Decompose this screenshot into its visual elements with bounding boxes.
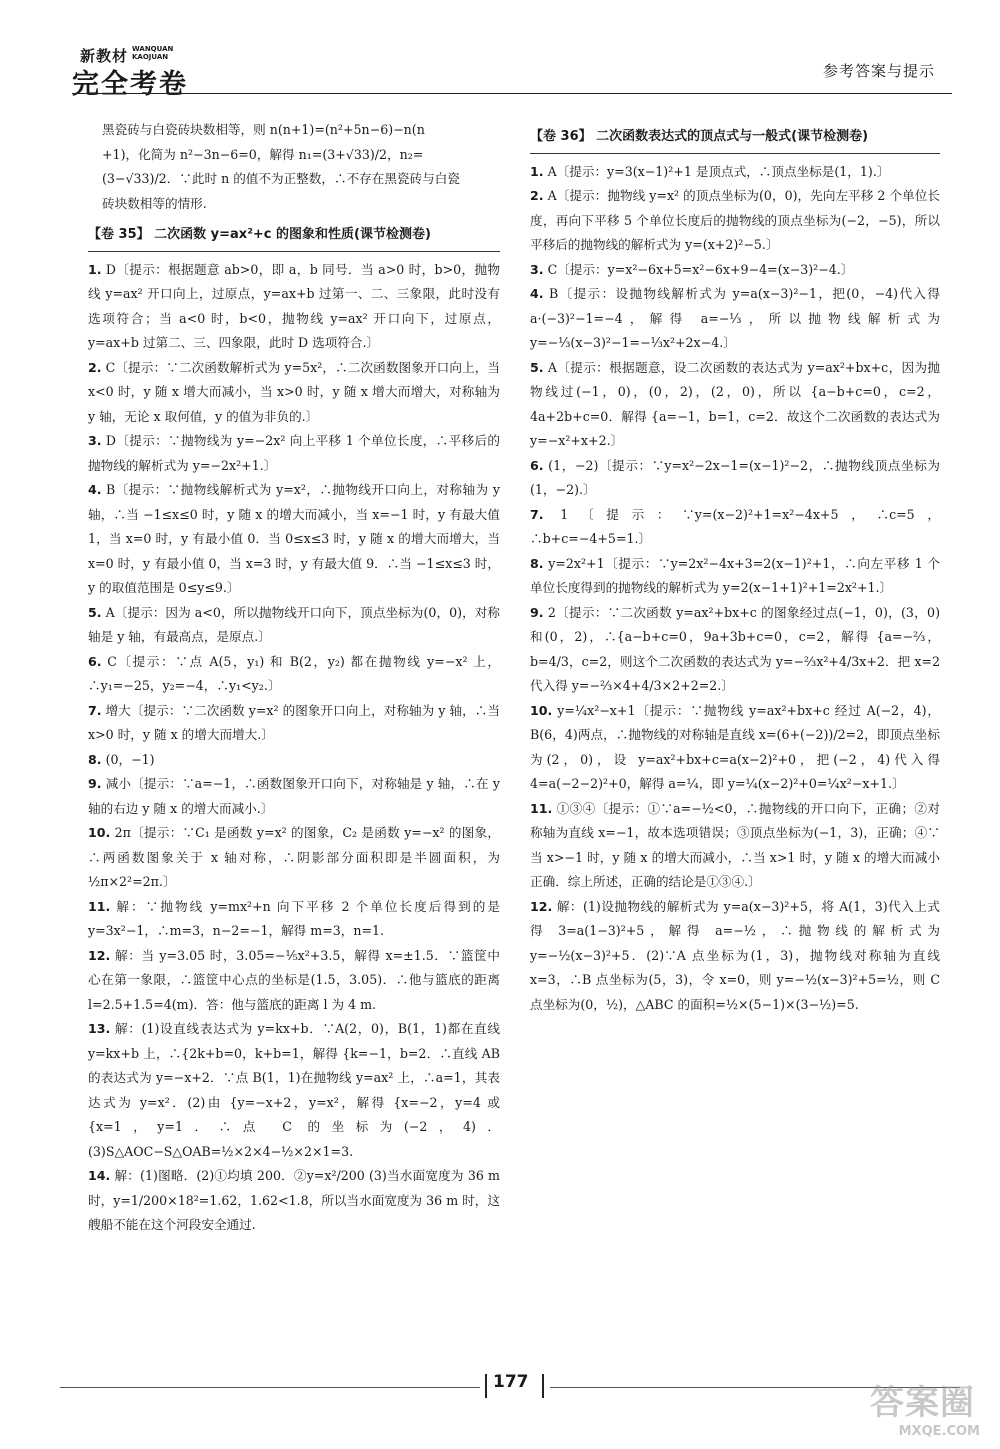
answer-text: 减小〔提示：∵a=−1，∴函数图象开口向下，对称轴是 y 轴，∴在 y 轴的右边 y 随 x 的增大而减小.〕 [88,776,500,816]
answer-item [530,895,940,1018]
answer-text: D〔提示：∵抛物线为 y=−2x² 向上平移 1 个单位长度，∴平移后的抛物线的解析式为 y=−2x²+1.〕 [88,433,500,473]
answer-item [530,699,940,797]
answer-number: 9. [88,776,102,791]
answer-number: 1. [530,163,544,179]
answer-number: 5. [530,359,544,375]
answer-text: ①③④〔提示：①∵a=−½<0，∴抛物线的开口向下，正确；②对称轴为直线 x=−1，故本选项错误；③顶点坐标为(−1，3)，正确；④∵当 x>−1 时，y 随 x 的增大而减小，∴当 x>1 时，y 随 x 的增大而减小正确．综上所述，正确的结论是①③④.〕 [530,800,940,889]
answer-item [530,258,940,283]
answer-item [88,1017,500,1164]
answer-number: 12. [88,947,111,963]
answer-text: y=¼x²−x+1〔提示：∵抛物线 y=ax²+bx+c 经过 A(−2，4)，B(6，4)两点，∴抛物线的对称轴是直线 x=(6+(−2))/2=2，即顶点坐标为(2，0)，设 y=ax²+bx+c=a(x−2)²+0，把(−2，4)代入得 4=a(−2−2)²+0，解得 a=¼，即 y=¼(x−2)²+0=¼x²−x+1.〕 [530,702,940,791]
answer-number: 10. [530,702,553,718]
answer-text: 解：当 y=3.05 时，3.05=−⅕x²+3.5，解得 x=±1.5．∵篮筐中心在第一象限，∴篮筐中心点的坐标是(1.5，3.05)．∴他与篮底的距离 l=2.5+1.5=4(m)．答：他与篮底的距离 l 为 4 m. [88,947,500,1012]
section-title-35: 【卷 35】 二次函数 y=ax²+c 的图象和性质(课节检测卷) [88,220,500,252]
answer-list-35 [88,258,500,1238]
answer-text: A〔提示：根据题意，设二次函数的表达式为 y=ax²+bx+c，因为抛物线过(−1，0)，(0，2)，(2，0)，所以 {a−b+c=0，c=2，4a+2b+c=0．解得 {a=−1，b=1，c=2．故这个二次函数的表达式为 y=−x²+x+2.〕 [530,359,940,448]
answer-text: A〔提示：抛物线 y=x² 的顶点坐标为(0，0)，先向左平移 2 个单位长度，再向下平移 5 个单位长度后的抛物线的顶点坐标为(−2，−5)，所以平移后的抛物线的解析式为 y=(x+2)²−5.〕 [530,188,940,252]
answer-number: 3. [88,433,102,448]
answer-text: 2π〔提示：∵C₁ 是函数 y=x² 的图象，C₂ 是函数 y=−x² 的图象，∴两函数图象关于 x 轴对称，∴阴影部分面积即是半圆面积，为 ½π×2²=2π.〕 [88,825,500,889]
footer-rule-left [60,1387,480,1388]
answer-number: 4. [88,482,102,497]
page-header [0,0,1000,100]
answer-item [530,454,940,503]
answer-text: (0，−1) [105,751,155,767]
answer-item [530,503,940,552]
answer-number: 8. [88,751,102,767]
answer-item [88,944,500,1018]
answer-number: 9. [530,604,544,620]
header-section-title: 参考答案与提示 [822,62,935,80]
answer-number: 5. [88,604,102,620]
answer-number: 2. [88,359,102,375]
answer-item [530,552,940,601]
answer-number: 13. [88,1021,111,1036]
answer-text: A〔提示：因为 a<0，所以抛物线开口向下，顶点坐标为(0，0)，对称轴是 y 轴，有最高点，是原点.〕 [88,604,500,644]
answer-number: 7. [530,506,544,522]
answer-number: 11. [530,800,553,816]
answer-text: 解：(1)设抛物线的解析式为 y=a(x−3)²+5，将 A(1，3)代入上式得 3=a(1−3)²+5，解得 a=−½，∴抛物线的解析式为 y=−½(x−3)²+5．(2)∵A 点坐标为(1，3)，抛物线对称轴为直线 x=3，∴B 点坐标为(5，3)，令 x=0，则 y=−½(x−3)²+5=½，则 C 点坐标为(0，½)，△ABC 的面积=½×(5−1)×(3−½)=5. [530,898,940,1012]
answer-text: 解：(1)图略．(2)①均填 200．②y=x²/200 (3)当水面宽度为 36 m 时，y=1/200×18²=1.62，1.62<1.8，所以当水面宽度为 36 m 时，这艘船不能在这个河段安全通过. [88,1168,500,1232]
page-footer [60,1372,960,1402]
answer-text: 2〔提示：∵二次函数 y=ax²+bx+c 的图象经过点(−1，0)，(3，0)和(0，2)，∴{a−b+c=0，9a+3b+c=0，c=2，解得 {a=−⅔，b=4/3，c=2，则这个二次函数的表达式为 y=−⅔x²+4/3x+2．把 x=2 代入得 y=−⅔×4+4/3×2+2=2.〕 [530,604,940,693]
answer-item [88,478,500,601]
answer-item [88,748,500,773]
answer-item [88,601,500,650]
answer-item [88,258,500,356]
header-divider [72,93,952,94]
answer-item [88,1164,500,1238]
answer-number: 4. [530,286,544,301]
watermark-logo-text: 答案圈 [870,1383,975,1423]
left-column [88,118,500,1238]
watermark-url: MXQE.COM [898,1424,980,1439]
intro-line: 黑瓷砖与白瓷砖块数相等，则 n(n+1)=(n²+5n−6)−n(n [102,122,425,137]
answer-item [530,601,940,699]
answer-item [530,797,940,895]
answer-text: C〔提示：y=x²−6x+5=x²−6x+9−4=(x−3)²−4.〕 [547,261,854,277]
answer-text: (1，−2)〔提示：∵y=x²−2x−1=(x−1)²−2，∴抛物线顶点坐标为(1，−2).〕 [530,457,940,497]
answer-number: 11. [88,898,111,914]
answer-text: y=2x²+1〔提示：∵y=2x²−4x+3=2(x−1)²+1，∴向左平移 1 个单位长度得到的抛物线的解析式为 y=2(x−1+1)²+1=2x²+1.〕 [530,555,940,595]
answer-text: B〔提示：∵抛物线解析式为 y=x²，∴抛物线开口向上，对称轴为 y 轴，∴当 −1≤x≤0 时，y 随 x 的增大而减小，当 x=−1 时，y 有最大值 1，当 x=0 时，y 有最小值 0．当 0≤x≤3 时，y 随 x 的增大而增大，当 x=0 时，y 有最小值 0，当 x=3 时，y 有最大值 9．∴当 −1≤x≤3 时，y 的取值范围是 0≤y≤9.〕 [88,482,500,595]
intro-line: 砖块数相等的情形. [102,195,207,211]
answer-text: 解：(1)设直线表达式为 y=kx+b．∵A(2，0)，B(1，1)都在直线 y=kx+b 上，∴{2k+b=0，k+b=1，解得 {k=−1，b=2．∴直线 AB 的表达式为 y=−x+2．∵点 B(1，1)在抛物线 y=ax² 上，∴a=1，其表达式为 y=x²．(2)由 {y=−x+2，y=x²，解得 {x=−2，y=4 或 {x=1，y=1．∴点 C 的坐标为(−2，4)．(3)S△AOC−S△OAB=½×2×4−½×2×1=3. [88,1021,500,1159]
footer-bar-left [485,1374,487,1398]
footer-bar-right [542,1374,544,1398]
answer-number: 7. [88,702,102,718]
answer-number: 1. [88,261,102,277]
answer-text: D〔提示：根据题意 ab>0，即 a，b 同号．当 a>0 时，b>0，抛物线 y=ax² 开口向上，过原点，y=ax+b 过第一、二、三象限，此时没有选项符合；当 a<0 时，b<0，抛物线 y=ax² 开口向下，过原点，y=ax+b 过第二、三、四象限，此时 D 选项符合.〕 [88,261,500,350]
answer-number: 12. [530,898,553,914]
answer-item [88,650,500,699]
answer-number: 14. [88,1168,111,1183]
answer-number: 2. [530,188,544,203]
answer-text: A〔提示：y=3(x−1)²+1 是顶点式，∴顶点坐标是(1，1).〕 [547,163,890,179]
answer-text: 增大〔提示：∵二次函数 y=x² 的图象开口向上，对称轴为 y 轴，∴当 x>0 时，y 随 x 的增大而增大.〕 [88,702,500,742]
intro-line: (3−√33)/2．∵此时 n 的值不为正整数，∴不存在黑瓷砖与白瓷 [102,171,460,186]
answer-list-36 [530,160,940,1018]
watermark [870,1375,980,1439]
left-intro [88,118,500,216]
right-column [530,118,940,1017]
answer-item [530,282,940,356]
page-number: 177 [493,1372,529,1392]
answer-text: 解：∵抛物线 y=mx²+n 向下平移 2 个单位长度后得到的是 y=3x²−1，∴m=3，n−2=−1，解得 m=3，n=1. [88,898,500,938]
brand-logo-title: 完全考卷 [72,69,188,100]
answer-number: 3. [530,261,544,277]
answer-number: 8. [530,555,544,571]
answer-number: 6. [88,653,102,669]
answer-item [88,895,500,944]
brand-pinyin [132,45,173,61]
answer-text: 1〔提示：∵y=(x−2)²+1=x²−4x+5，∴c=5，∴b+c=−4+5=1.〕 [530,506,940,546]
answer-text: C〔提示：∵二次函数解析式为 y=5x²，∴二次函数图象开口向上，当 x<0 时，y 随 x 增大而减小，当 x>0 时，y 随 x 增大而增大，对称轴为 y 轴，无论 x 取何值，y 的值为非负的.〕 [88,359,500,424]
answer-text: B〔提示：设抛物线解析式为 y=a(x−3)²−1，把(0，−4)代入得 a·(−3)²−1=−4，解得 a=−⅓，所以抛物线解析式为 y=−⅓(x−3)²−1=−⅓x²+2x−4.〕 [530,286,940,350]
section-title-36: 【卷 36】 二次函数表达式的顶点式与一般式(课节检测卷) [530,122,940,154]
answer-item [88,821,500,895]
brand-pinyin-line-2: KAOJUAN [132,53,169,61]
answer-number: 6. [530,457,544,473]
answer-item [530,356,940,454]
answer-item [88,772,500,821]
answer-item [530,160,940,185]
brand-pinyin-line-1: WANQUAN [132,45,174,53]
answer-text: C〔提示：∵点 A(5，y₁) 和 B(2，y₂) 都在抛物线 y=−x² 上，∴y₁=−25，y₂=−4，∴y₁<y₂.〕 [88,653,500,693]
answer-item [88,356,500,430]
answer-item [88,429,500,478]
intro-line: +1)，化简为 n²−3n−6=0，解得 n₁=(3+√33)/2，n₂= [102,146,424,162]
answer-number: 10. [88,825,111,840]
answer-item [88,699,500,748]
answer-item [530,184,940,258]
brand-label-small: 新教材 [80,47,129,65]
